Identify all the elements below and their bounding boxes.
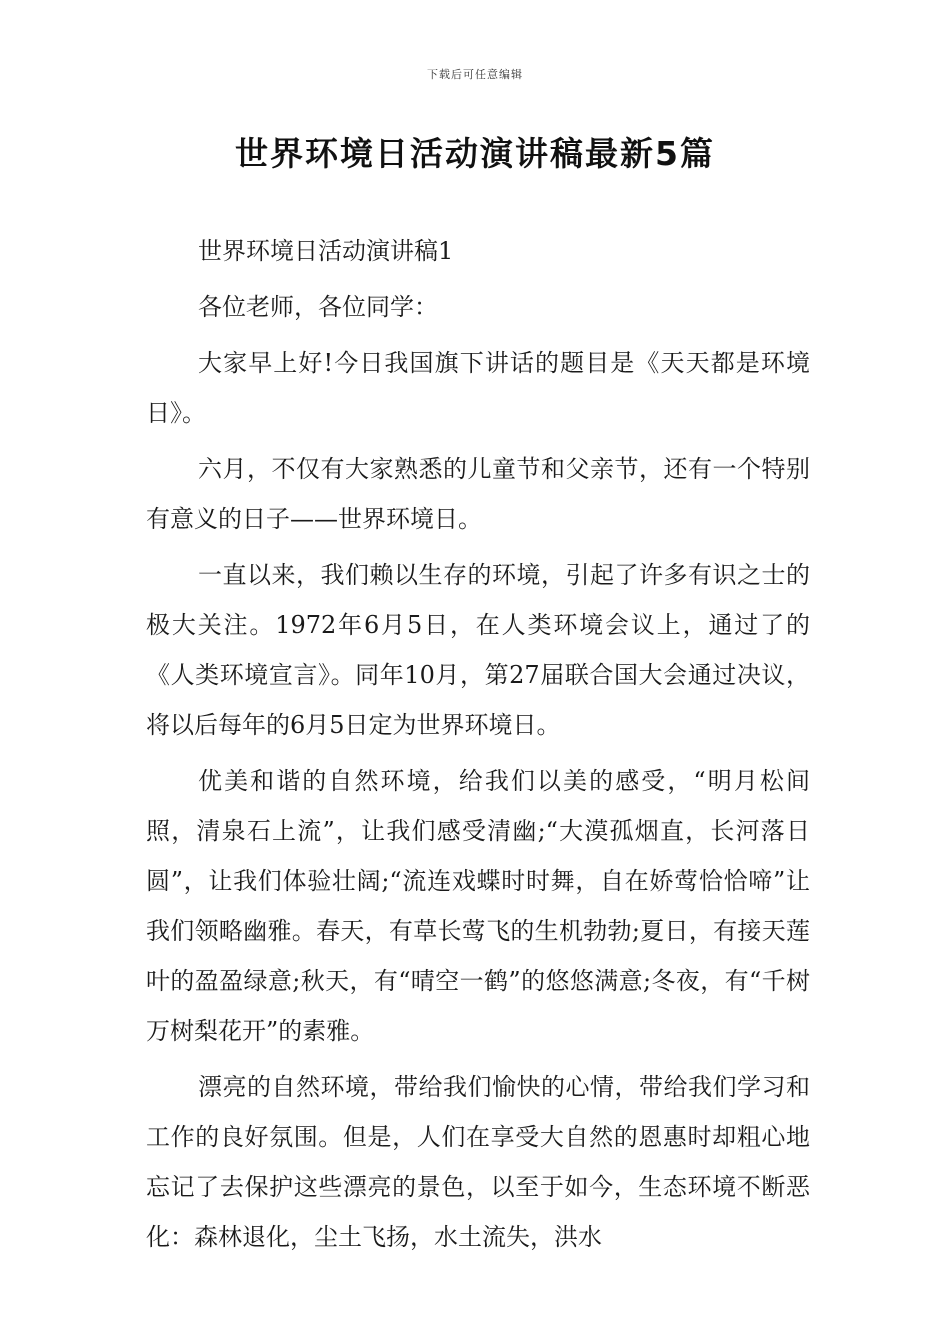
paragraph: 优美和谐的自然环境，给我们以美的感受，“明月松间照，清泉石上流”，让我们感受清幽;“大漠孤烟直，长河落日圆”，让我们体验壮阔;“流连戏蝶时时舞，自在娇莺恰恰啼”让我们领略幽雅。春天，有草长莺飞的生机勃勃;夏日，有接天莲叶的盈盈绿意;秋天，有“晴空一鹤”的悠悠满意;冬夜，有“千树万树梨花开”的素雅。 [146,767,810,1045]
paragraph: 漂亮的自然环境，带给我们愉快的心情，带给我们学习和工作的良好氛围。但是，人们在享受大自然的恩惠时却粗心地忘记了去保护这些漂亮的景色，以至于如今，生态环境不断恶化：森林退化，尘土飞扬，水土流失，洪水 [146,1073,810,1251]
paragraph-salutation: 各位老师，各位同学： [198,293,438,321]
header-note: 下载后可任意编辑 [427,68,523,81]
document-title: 世界环境日活动演讲稿最新5篇 [235,134,715,173]
paragraph: 大家早上好!今日我国旗下讲话的题目是《天天都是环境日》。 [146,349,810,427]
paragraph-speech-heading: 世界环境日活动演讲稿1 [198,237,454,265]
document-body [146,226,810,1262]
paragraph: 六月，不仅有大家熟悉的儿童节和父亲节，还有一个特别有意义的日子——世界环境日。 [146,455,810,533]
paragraph: 一直以来，我们赖以生存的环境，引起了许多有识之士的极大关注。1972年6月5日，在人类环境会议上，通过了的《人类环境宣言》。同年10月，第27届联合国大会通过决议，将以后每年的6月5日定为世界环境日。 [146,561,810,739]
